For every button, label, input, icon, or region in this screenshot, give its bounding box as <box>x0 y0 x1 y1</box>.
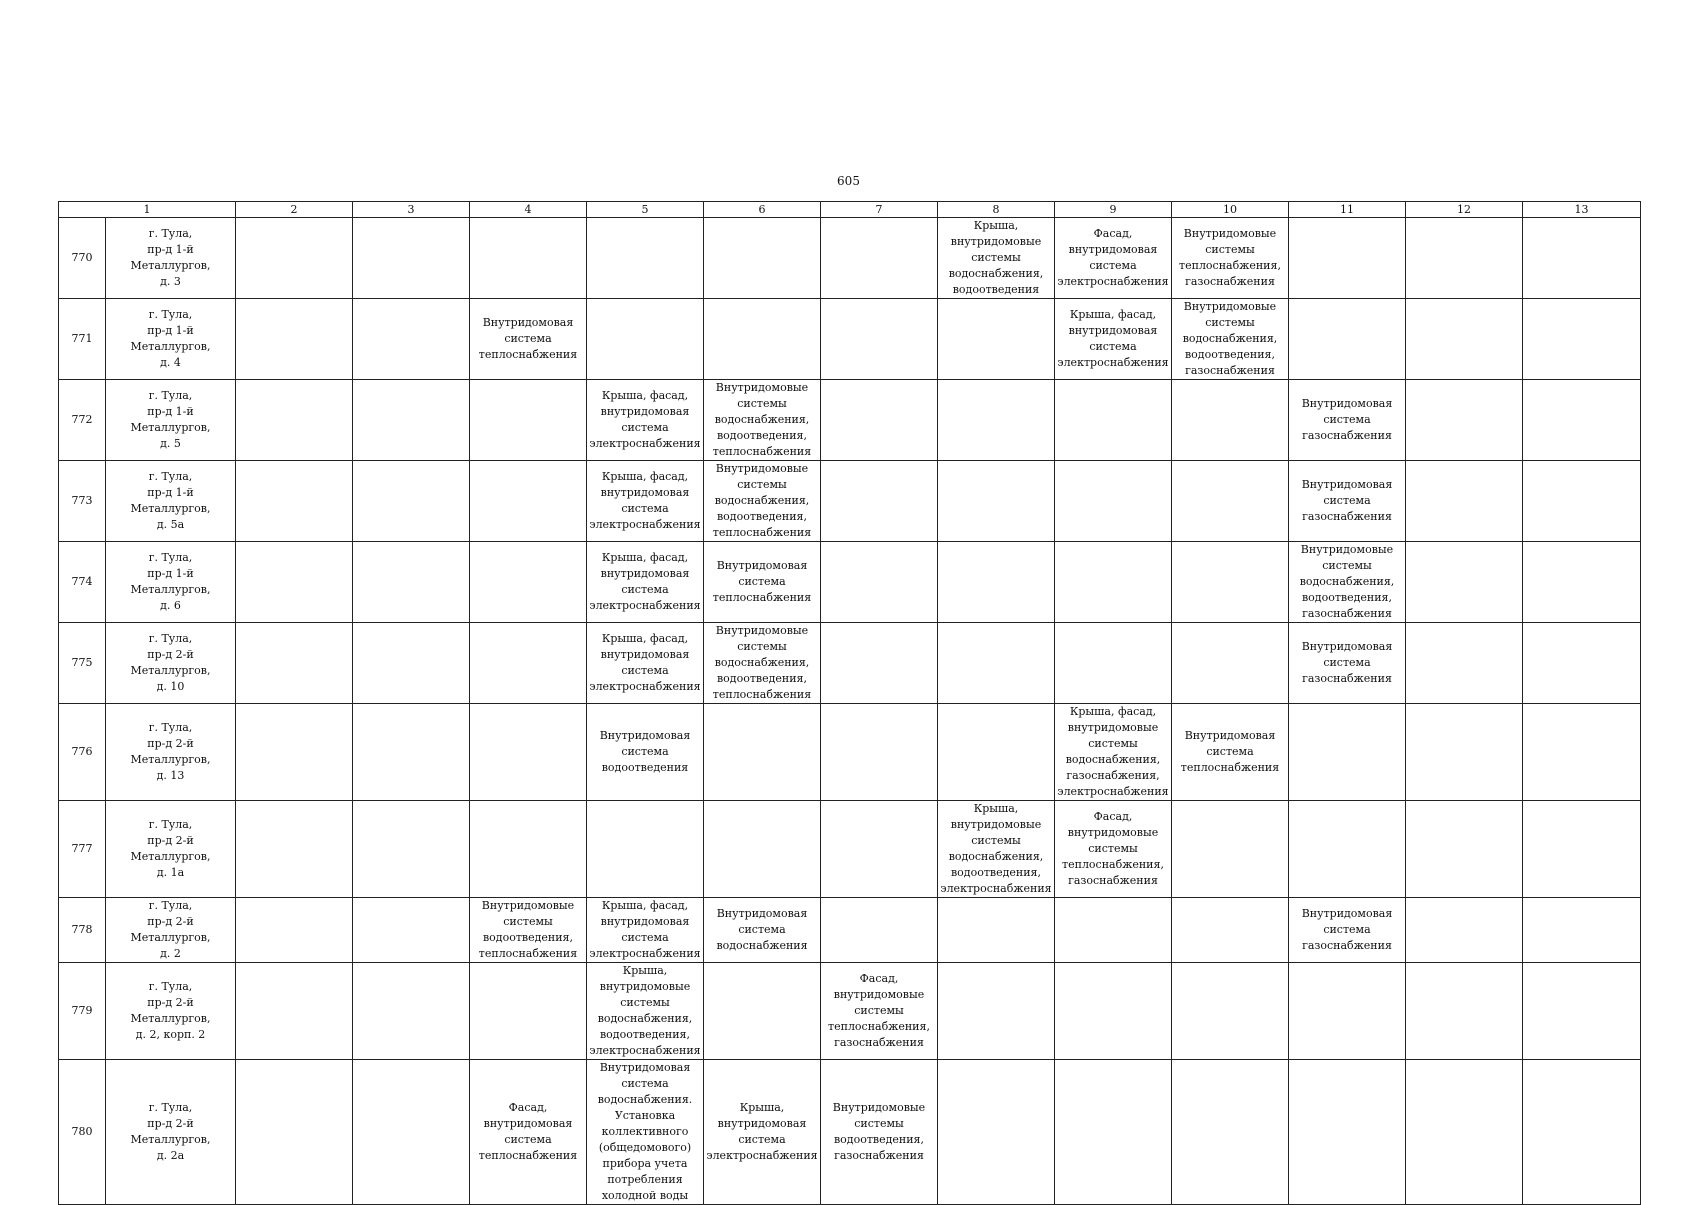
table-cell <box>587 218 704 299</box>
table-cell: Крыша, фасад, внутридомовая система электроснабжения <box>587 623 704 704</box>
address-cell: г. Тула, пр-д 2-й Металлургов, д. 13 <box>106 704 236 801</box>
table-cell: Крыша, фасад, внутридомовая система электроснабжения <box>587 380 704 461</box>
table-cell <box>938 704 1055 801</box>
row-number: 777 <box>59 801 106 898</box>
table-cell: Внутридомовые системы водоснабжения, водоотведения, теплоснабжения <box>704 461 821 542</box>
table-cell: Внутридомовые системы водоотведения, газоснабжения <box>821 1060 938 1205</box>
table-cell <box>236 380 353 461</box>
column-number: 4 <box>470 202 587 218</box>
table-row <box>59 623 1641 704</box>
table-cell: Крыша, внутридомовая система электроснабжения <box>704 1060 821 1205</box>
address-cell: г. Тула, пр-д 2-й Металлургов, д. 2а <box>106 1060 236 1205</box>
table-cell <box>1523 623 1641 704</box>
table-cell <box>236 1060 353 1205</box>
row-number: 780 <box>59 1060 106 1205</box>
table-cell <box>1523 542 1641 623</box>
table-cell <box>1523 704 1641 801</box>
address-cell: г. Тула, пр-д 2-й Металлургов, д. 1а <box>106 801 236 898</box>
table-cell <box>353 218 470 299</box>
column-number-row <box>59 202 1641 218</box>
row-number: 778 <box>59 898 106 963</box>
table-cell <box>236 898 353 963</box>
table-cell <box>1055 380 1172 461</box>
column-number: 3 <box>353 202 470 218</box>
table-cell <box>1406 1060 1523 1205</box>
column-number: 5 <box>587 202 704 218</box>
table-cell <box>938 299 1055 380</box>
table-cell <box>938 461 1055 542</box>
table-cell <box>1055 542 1172 623</box>
table-cell <box>1523 1060 1641 1205</box>
address-cell: г. Тула, пр-д 1-й Металлургов, д. 5а <box>106 461 236 542</box>
table-cell <box>1523 218 1641 299</box>
table-cell <box>821 542 938 623</box>
table-cell <box>1289 1060 1406 1205</box>
table-cell <box>1523 461 1641 542</box>
table-cell <box>1406 801 1523 898</box>
table-cell <box>1055 623 1172 704</box>
column-number: 11 <box>1289 202 1406 218</box>
table-cell: Внутридомовая система теплоснабжения <box>470 299 587 380</box>
table-row <box>59 461 1641 542</box>
table-cell <box>470 623 587 704</box>
table-cell <box>1172 898 1289 963</box>
table-cell <box>236 299 353 380</box>
table-cell <box>704 218 821 299</box>
address-cell: г. Тула, пр-д 1-й Металлургов, д. 4 <box>106 299 236 380</box>
table-cell <box>1289 963 1406 1060</box>
column-number: 8 <box>938 202 1055 218</box>
column-number: 1 <box>59 202 236 218</box>
table-cell: Внутридомовые системы водоснабжения, водоотведения, газоснабжения <box>1172 299 1289 380</box>
table-cell <box>1523 963 1641 1060</box>
table-cell <box>236 623 353 704</box>
table-cell <box>1406 542 1523 623</box>
column-number: 7 <box>821 202 938 218</box>
table-cell <box>1289 218 1406 299</box>
address-cell: г. Тула, пр-д 1-й Металлургов, д. 6 <box>106 542 236 623</box>
table-cell: Внутридомовые системы водоотведения, теплоснабжения <box>470 898 587 963</box>
table-cell: Внутридомовая система теплоснабжения <box>704 542 821 623</box>
column-number: 2 <box>236 202 353 218</box>
table-cell <box>1055 963 1172 1060</box>
table-cell <box>1523 299 1641 380</box>
table-cell <box>821 623 938 704</box>
table-cell <box>1406 299 1523 380</box>
table-cell <box>1523 898 1641 963</box>
table-cell <box>1406 461 1523 542</box>
table-cell <box>353 704 470 801</box>
table-cell <box>1406 704 1523 801</box>
table-cell: Крыша, внутридомовые системы водоснабжения, водоотведения, электроснабжения <box>587 963 704 1060</box>
table-cell <box>353 461 470 542</box>
table-cell: Внутридомовая система теплоснабжения <box>1172 704 1289 801</box>
table-cell <box>353 801 470 898</box>
table-cell: Фасад, внутридомовые системы теплоснабжения, газоснабжения <box>821 963 938 1060</box>
table-cell: Внутридомовая система водоснабжения. Установка коллективного (общедомового) прибора учета потребления холодной воды <box>587 1060 704 1205</box>
table-cell: Внутридомовая система газоснабжения <box>1289 461 1406 542</box>
table-cell <box>353 963 470 1060</box>
row-number: 773 <box>59 461 106 542</box>
row-number: 772 <box>59 380 106 461</box>
table-cell <box>1523 801 1641 898</box>
page-number: 605 <box>837 174 860 188</box>
column-number: 12 <box>1406 202 1523 218</box>
table-row <box>59 299 1641 380</box>
table-cell <box>236 963 353 1060</box>
table-cell <box>1289 299 1406 380</box>
address-cell: г. Тула, пр-д 2-й Металлургов, д. 2, корп. 2 <box>106 963 236 1060</box>
address-cell: г. Тула, пр-д 1-й Металлургов, д. 5 <box>106 380 236 461</box>
table-cell <box>821 704 938 801</box>
table-cell <box>470 801 587 898</box>
row-number: 770 <box>59 218 106 299</box>
table-cell <box>353 542 470 623</box>
table-cell <box>236 218 353 299</box>
table-cell <box>704 801 821 898</box>
table-row <box>59 380 1641 461</box>
table-cell <box>1406 623 1523 704</box>
table-cell <box>938 380 1055 461</box>
table-cell <box>470 380 587 461</box>
table-cell <box>470 963 587 1060</box>
table-cell <box>1172 380 1289 461</box>
table-row <box>59 963 1641 1060</box>
table-cell <box>236 542 353 623</box>
table-cell <box>1406 963 1523 1060</box>
table-cell <box>1172 542 1289 623</box>
table-cell <box>236 704 353 801</box>
table-cell: Фасад, внутридомовые системы теплоснабжения, газоснабжения <box>1055 801 1172 898</box>
table-cell: Внутридомовая система газоснабжения <box>1289 898 1406 963</box>
repair-schedule-table <box>58 201 1641 1205</box>
table-cell: Крыша, фасад, внутридомовая система электроснабжения <box>587 461 704 542</box>
table-cell <box>1289 704 1406 801</box>
table-cell: Внутридомовые системы водоснабжения, водоотведения, теплоснабжения <box>704 380 821 461</box>
table-cell: Крыша, фасад, внутридомовая система электроснабжения <box>587 542 704 623</box>
table-cell: Внутридомовые системы водоснабжения, водоотведения, газоснабжения <box>1289 542 1406 623</box>
table-cell <box>704 963 821 1060</box>
table-cell: Фасад, внутридомовая система электроснабжения <box>1055 218 1172 299</box>
table-cell: Крыша, внутридомовые системы водоснабжения, водоотведения <box>938 218 1055 299</box>
table-row <box>59 898 1641 963</box>
table-row <box>59 801 1641 898</box>
table-cell <box>938 623 1055 704</box>
table-cell <box>821 461 938 542</box>
column-number: 13 <box>1523 202 1641 218</box>
column-number: 10 <box>1172 202 1289 218</box>
table-cell <box>1523 380 1641 461</box>
row-number: 771 <box>59 299 106 380</box>
table-cell <box>353 1060 470 1205</box>
table-cell <box>236 461 353 542</box>
table-cell <box>1406 898 1523 963</box>
table-cell <box>1406 380 1523 461</box>
table-row <box>59 704 1641 801</box>
table-cell <box>587 801 704 898</box>
table-cell <box>938 963 1055 1060</box>
table-cell: Внутридомовые системы теплоснабжения, газоснабжения <box>1172 218 1289 299</box>
table-row <box>59 542 1641 623</box>
row-number: 775 <box>59 623 106 704</box>
row-number: 779 <box>59 963 106 1060</box>
table-cell <box>1055 898 1172 963</box>
table-cell: Крыша, фасад, внутридомовая система электроснабжения <box>1055 299 1172 380</box>
table-cell <box>1406 218 1523 299</box>
table-cell: Крыша, фасад, внутридомовые системы водоснабжения, газоснабжения, электроснабжения <box>1055 704 1172 801</box>
table-cell <box>1172 1060 1289 1205</box>
table-cell <box>353 299 470 380</box>
table-cell: Крыша, фасад, внутридомовая система электроснабжения <box>587 898 704 963</box>
table-cell <box>1055 1060 1172 1205</box>
table-cell <box>821 898 938 963</box>
table-cell: Внутридомовые системы водоснабжения, водоотведения, теплоснабжения <box>704 623 821 704</box>
table-row <box>59 218 1641 299</box>
table-cell <box>1172 801 1289 898</box>
column-number: 6 <box>704 202 821 218</box>
table-cell: Внутридомовая система водоотведения <box>587 704 704 801</box>
table-cell <box>470 461 587 542</box>
table-cell <box>470 542 587 623</box>
row-number: 776 <box>59 704 106 801</box>
address-cell: г. Тула, пр-д 2-й Металлургов, д. 10 <box>106 623 236 704</box>
table-cell <box>1172 963 1289 1060</box>
table-cell <box>1055 461 1172 542</box>
table-cell: Внутридомовая система водоснабжения <box>704 898 821 963</box>
table-cell <box>821 380 938 461</box>
address-cell: г. Тула, пр-д 1-й Металлургов, д. 3 <box>106 218 236 299</box>
table-cell <box>353 623 470 704</box>
table-cell <box>821 299 938 380</box>
table-cell <box>938 1060 1055 1205</box>
address-cell: г. Тула, пр-д 2-й Металлургов, д. 2 <box>106 898 236 963</box>
table-cell <box>938 898 1055 963</box>
table-cell: Фасад, внутридомовая система теплоснабжения <box>470 1060 587 1205</box>
table-cell <box>938 542 1055 623</box>
table-cell: Внутридомовая система газоснабжения <box>1289 623 1406 704</box>
table-cell <box>353 898 470 963</box>
table-cell <box>704 299 821 380</box>
table-row <box>59 1060 1641 1205</box>
row-number: 774 <box>59 542 106 623</box>
table-cell <box>470 704 587 801</box>
table-cell <box>704 704 821 801</box>
table-cell <box>1289 801 1406 898</box>
table-cell <box>1172 623 1289 704</box>
table-cell <box>353 380 470 461</box>
column-number: 9 <box>1055 202 1172 218</box>
table-cell <box>1172 461 1289 542</box>
table-cell <box>821 801 938 898</box>
table-cell <box>236 801 353 898</box>
table-cell: Крыша, внутридомовые системы водоснабжения, водоотведения, электроснабжения <box>938 801 1055 898</box>
table-cell <box>821 218 938 299</box>
table-cell <box>470 218 587 299</box>
table-cell: Внутридомовая система газоснабжения <box>1289 380 1406 461</box>
table-cell <box>587 299 704 380</box>
